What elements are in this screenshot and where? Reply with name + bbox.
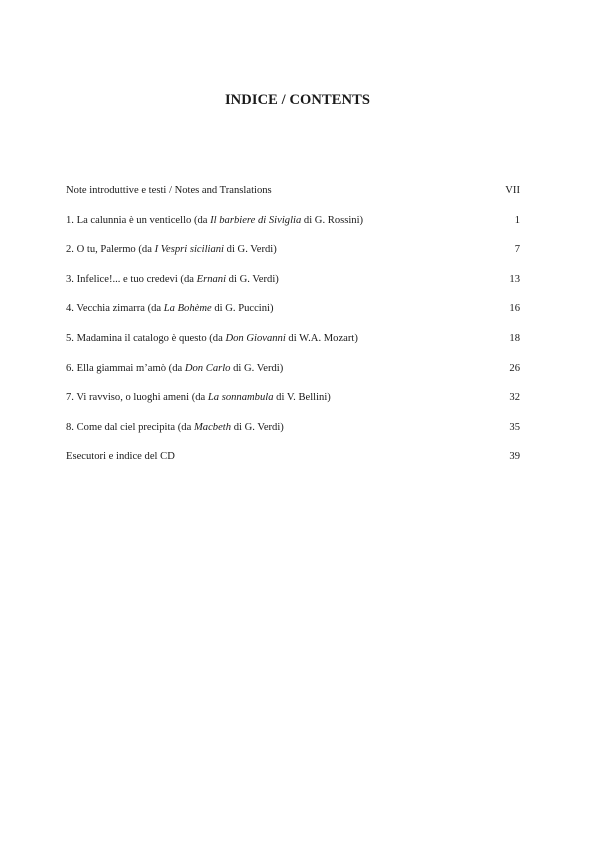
toc-entry-4 (66, 302, 520, 332)
toc-entry-work-title: Don Carlo (184, 362, 231, 374)
toc-entry-text: 8. Come dal ciel precipita (da (66, 421, 194, 433)
toc-entry-page-number: 1 (514, 214, 520, 226)
toc-entry-page-number: 16 (509, 303, 520, 315)
toc-entry-text: 1. La calunnia è un venticello (da (66, 214, 211, 226)
toc-entry-text: 2. O tu, Palermo (da (66, 244, 155, 256)
toc-entry-7 (66, 391, 520, 421)
toc-entry-label (66, 450, 175, 464)
toc-entry-label (66, 362, 283, 376)
toc-entry-composer: di G. Puccini) (211, 303, 274, 315)
toc-entry-work-title: I Vespri siciliani (154, 244, 225, 256)
toc-entry-label (66, 273, 279, 287)
toc-entry-page-number: 32 (509, 392, 520, 404)
toc-entry-1 (66, 214, 520, 244)
toc-entry-performers (66, 450, 520, 480)
toc-entry-8 (66, 421, 520, 451)
toc-entry-text: 5. Madamina il catalogo è questo (da (66, 332, 226, 344)
toc-entry-introduction (66, 184, 520, 214)
toc-entry-composer: di G. Rossini) (301, 214, 364, 226)
toc-entry-text: Note introduttive e testi / Notes and Translations (66, 185, 272, 196)
table-of-contents (66, 184, 520, 480)
toc-entry-page-number: 26 (509, 362, 520, 374)
toc-entry-2 (66, 243, 520, 273)
toc-entry-composer: di G. Verdi) (226, 273, 279, 285)
toc-entry-text: 7. Vi ravviso, o luoghi ameni (da (66, 392, 208, 404)
toc-entry-page-number: 35 (509, 421, 520, 433)
toc-entry-work-title: La Bohème (163, 303, 212, 315)
toc-entry-page-number: 18 (509, 332, 520, 344)
toc-entry-text: Esecutori e indice del CD (66, 451, 175, 463)
toc-entry-label (66, 243, 277, 257)
toc-entry-work-title: Il barbiere di Siviglia (210, 214, 302, 226)
toc-entry-composer: di G. Verdi) (230, 362, 284, 374)
toc-entry-page-number: 7 (514, 244, 520, 256)
toc-entry-text: 3. Infelice!... e tuo credevi (da (66, 273, 197, 285)
toc-entry-6 (66, 362, 520, 392)
toc-entry-3 (66, 273, 520, 303)
page-title: INDICE / CONTENTS (224, 92, 371, 108)
toc-entry-work-title: La sonnambula (207, 392, 274, 404)
toc-entry-composer: di G. Verdi) (224, 244, 277, 256)
toc-entry-label (66, 421, 284, 435)
toc-entry-label (66, 302, 274, 316)
toc-entry-label (66, 214, 363, 228)
toc-entry-composer: di G. Verdi) (231, 421, 284, 433)
toc-entry-page-number: VII (505, 185, 520, 196)
toc-entry-work-title: Macbeth (193, 421, 232, 433)
toc-entry-work-title: Ernani (196, 273, 227, 285)
toc-entry-text: 6. Ella giammai m’amò (da (66, 362, 185, 374)
toc-entry-composer: di V. Bellini) (273, 392, 331, 404)
toc-entry-5 (66, 332, 520, 362)
toc-entry-label (66, 391, 331, 405)
toc-entry-page-number: 39 (509, 451, 520, 463)
toc-entry-page-number: 13 (509, 273, 520, 285)
toc-entry-label (66, 332, 358, 346)
toc-entry-label (66, 184, 272, 198)
toc-entry-text: 4. Vecchia zimarra (da (66, 303, 164, 315)
toc-entry-work-title: Don Giovanni (225, 332, 286, 344)
toc-entry-composer: di W.A. Mozart) (285, 332, 358, 344)
